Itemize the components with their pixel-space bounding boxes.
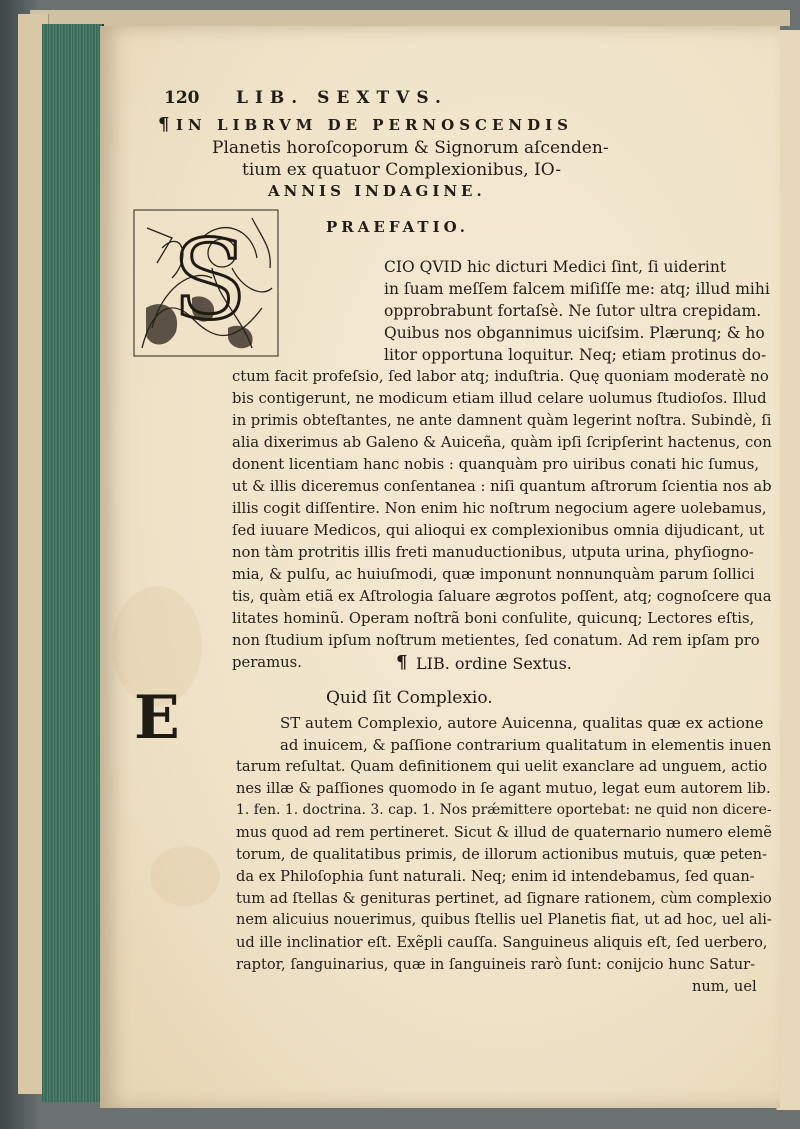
body-line: mus quod ad rem pertineret. Sicut & illud de quaternario numero elemẽ xyxy=(236,824,772,841)
preface-line: peramus. xyxy=(232,654,302,671)
preface-line: CIO QVID hic dicturi Medici ſint, ſi uiderint xyxy=(384,258,727,276)
preface-line: opprobrabunt fortaſsè. Ne ſutor ultra crepidam. xyxy=(384,302,762,320)
paragraph-mark-icon: ¶ xyxy=(158,114,170,135)
body-line: torum, de qualitatibus primis, de illorum actionibus mutuis, quæ peten- xyxy=(236,846,767,863)
preface-line: illis cogit diſſentire. Non enim hic noſtrum negocium agere uolebamus, xyxy=(232,500,767,517)
preface-line: litates hominũ. Operam noſtrã boni conſulite, quicunq; Lectores eſtis, xyxy=(232,610,755,627)
page-stack-edge xyxy=(42,24,104,1102)
body-line: ud ille inclinatior eſt. Exẽpli cauſſa. Sanguineus aliquis eſt, ſed uerbero, xyxy=(236,934,768,951)
preface-line: mia, & pulſu, ac huiuſmodi, quæ imponunt nonnunquàm parum ſollici xyxy=(232,566,755,583)
section-initial: E xyxy=(134,683,180,753)
praefatio-heading: PRAEFATIO. xyxy=(326,218,469,236)
body-line: ST autem Complexio, autore Auicenna, qualitas quæ ex actione xyxy=(280,714,764,732)
body-line: tum ad ſtellas & genituras pertinet, ad ſignare rationem, cùm complexio xyxy=(236,890,772,907)
page-top-edge xyxy=(30,10,790,26)
preface-line: non tàm protritis illis freti manuductionibus, utputa urina, phyſiogno- xyxy=(232,544,754,561)
preface-line: in ſuam meſſem falcem miſiſſe me: atq; illud mihi xyxy=(384,280,770,298)
preface-line: alia dixerimus ab Galeno & Auiceña, quàm ipſi ſcripſerint hactenus, con xyxy=(232,434,772,451)
preface-line: ſed iuuare Medicos, qui alioqui ex complexionibus omnia dijudicant, ut xyxy=(232,522,765,539)
title-line-3: tium ex quatuor Complexionibus, IO- xyxy=(242,160,562,180)
preface-line: tis, quàm etiã ex Aſtrologia ſaluare ægrotos poſſent, atq; cognoſcere qua xyxy=(232,588,772,605)
page-number: 120 xyxy=(164,88,200,108)
body-line: 1. fen. 1. doctrina. 3. cap. 1. Nos prǽmittere oportebat: ne quid non dicere- xyxy=(236,802,772,818)
preface-line: ut & illis diceremus conſentanea : niſi quantum aſtrorum ſcientia nos ab xyxy=(232,478,772,495)
title-line-2: Planetis horoſcoporum & Signorum aſcenden- xyxy=(212,138,609,158)
preface-line: Quibus nos obgannimus uiciſsim. Plærunq; & ho xyxy=(384,324,765,342)
body-line: raptor, ſanguinarius, quæ in ſanguineis rarò ſunt: conijcio hunc Satur- xyxy=(236,956,756,973)
preface-line: donent licentiam hanc nobis : quanquàm pro uiribus conati hic ſumus, xyxy=(232,456,760,473)
paragraph-mark-icon: ¶ xyxy=(396,652,408,673)
preface-line: in primis obteſtantes, ne ante damnent quàm legerint noſtra. Subindè, ſi xyxy=(232,412,772,429)
running-head: LIB. SEXTVS. xyxy=(236,88,448,108)
body-line: nes illæ & paſſiones quomodo in ſe agant mutuo, legat eum autorem lib. xyxy=(236,780,771,797)
title-line-4: ANNIS INDAGINE. xyxy=(268,182,486,200)
woodcut-initial-illustration xyxy=(132,208,280,358)
body-line: nem alicuius nouerimus, quibus ſtellis uel Planetis fiat, ut ad hoc, uel ali- xyxy=(236,912,772,928)
preface-line: litor opportuna loquitur. Neq; etiam protinus do- xyxy=(384,346,767,364)
catchword: num, uel xyxy=(692,978,757,995)
body-line: tarum reſultat. Quam definitionem qui uelit exanclare ad unguem, actio xyxy=(236,758,768,775)
section-title: Quid ſit Complexio. xyxy=(326,688,493,708)
lib-heading: LIB. ordine Sextus. xyxy=(416,654,572,673)
body-line: ad inuicem, & paſſione contrarium qualitatum in elementis inuen xyxy=(280,736,772,754)
title-line-1: IN LIBRVM DE PERNOSCENDIS xyxy=(176,116,573,134)
preface-line: non ſtudium ipſum noſtrum metientes, ſed conatum. Ad rem ipſam pro xyxy=(232,632,760,649)
body-line: da ex Philoſophia ſunt naturali. Neq; enim id intendebamus, ſed quan- xyxy=(236,868,755,885)
paper-stain xyxy=(150,846,220,906)
preface-line: ctum facit profeſsio, ſed labor atq; induſtria. Quę quoniam moderatè no xyxy=(232,368,769,385)
initial-letter: S xyxy=(172,216,248,344)
preface-line: bis contigerunt, ne modicum etiam illud celare uolumus ſtudioſos. Illud xyxy=(232,390,767,407)
